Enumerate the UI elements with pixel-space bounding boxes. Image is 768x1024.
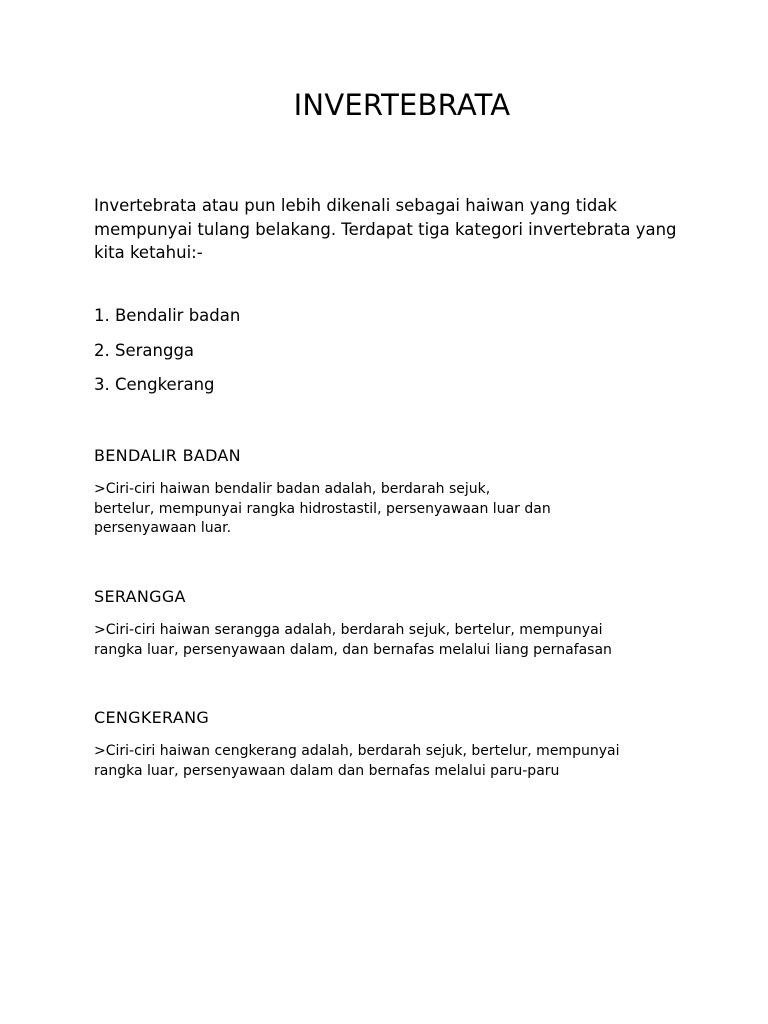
page-title: INVERTEBRATA <box>293 88 511 122</box>
description-line: rangka luar, persenyawaan dalam dan bernafas melalui paru-paru <box>94 762 560 779</box>
section-heading-serangga: SERANGGA <box>94 587 186 606</box>
description-line: >Ciri-ciri haiwan serangga adalah, berdarah sejuk, bertelur, mempunyai <box>94 622 603 638</box>
list-item: 1. Bendalir badan <box>94 306 241 325</box>
category-list <box>94 304 240 408</box>
description-line: rangka luar, persenyawaan dalam, dan bernafas melalui liang pernafasan <box>94 641 612 658</box>
section-heading-bendalir-badan: BENDALIR BADAN <box>94 446 241 465</box>
description-line: >Ciri-ciri haiwan cengkerang adalah, berdarah sejuk, bertelur, mempunyai <box>94 743 620 759</box>
section-description-bendalir-badan <box>94 480 694 539</box>
section-description-cengkerang <box>94 742 694 781</box>
list-item: 3. Cengkerang <box>94 375 215 394</box>
intro-paragraph: Invertebrata atau pun lebih dikenali sebagai haiwan yang tidak mempunyai tulang belakang. Terdapat tiga kategori invertebrata yang kita ketahui:- <box>94 196 677 262</box>
section-description-serangga <box>94 621 694 660</box>
description-line: bertelur, mempunyai rangka hidrostastil, persenyawaan luar dan <box>94 500 551 517</box>
description-line: persenyawaan luar. <box>94 520 232 536</box>
description-line: >Ciri-ciri haiwan bendalir badan adalah, berdarah sejuk, <box>94 481 491 497</box>
section-heading-cengkerang: CENGKERANG <box>94 708 210 727</box>
list-item: 2. Serangga <box>94 340 195 360</box>
